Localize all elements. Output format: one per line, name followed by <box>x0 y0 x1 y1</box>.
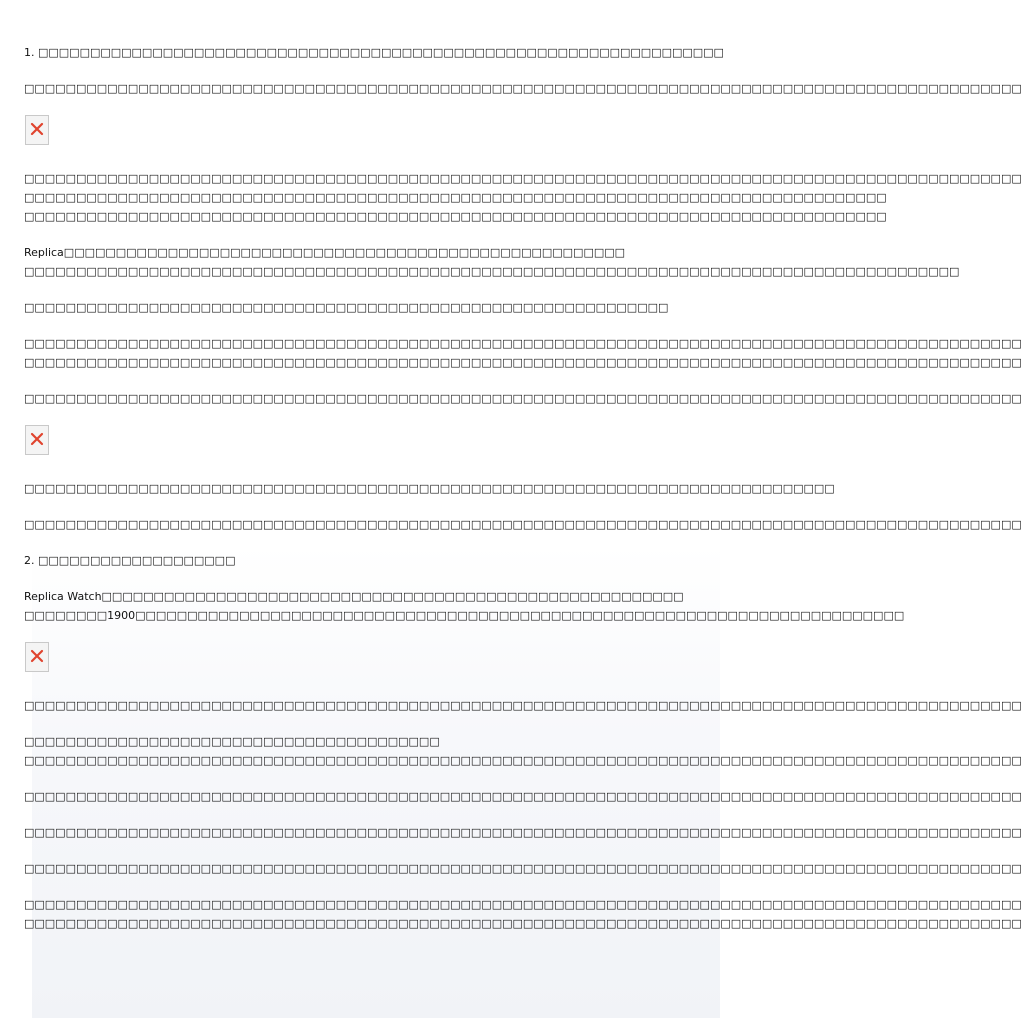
paragraph-line: □□□□□□□□□□□□□□□□□□□□□□□□□□□□□□□□□□□□□□□□□□□□□□□□□□□□□□□□□□□□□□□□□□□□□□□□□□□□□□ <box>24 482 835 495</box>
paragraph <box>24 732 1022 770</box>
paragraph-line: □□□□□□□□□□□□□□□□□□□□□□□□□□□□□□□□□□□□□□□□□□□□□□□□□□□□□□□□□□□□□□□□□□□□□□□□□□□□□□□□□□□□□□□□□□□□□□□□ <box>24 862 1022 875</box>
paragraph-line: □□□□□□□□□□□□□□□□□□□□□□□□□□□□□□□□□□□□□□□□□□□□□□□□□□□□□□□□□□□□□□□□□□□□□□□□□□□□□□□□□□□□□□□□□□□□□□□□ <box>24 518 1022 531</box>
paragraph-line: □□□□□□□□□□□□□□□□□□□□□□□□□□□□□□□□□□□□□□□□□□□□□□□□□□□□□□□□□□□□□□□□□□□□□□□□□□□□□□□□□□□□□□□□□□□□□□□□ <box>24 898 1022 911</box>
paragraph <box>24 479 835 498</box>
paragraph-line: Replica Watch□□□□□□□□□□□□□□□□□□□□□□□□□□□□□□□□□□□□□□□□□□□□□□□□□□□□□□□□ <box>24 590 684 603</box>
paragraph <box>24 43 724 62</box>
paragraph <box>24 696 1022 715</box>
paragraph-line: 2. □□□□□□□□□□□□□□□□□□□ <box>24 554 236 567</box>
broken-image-placeholder <box>25 425 49 455</box>
paragraph-line: □□□□□□□□□□□□□□□□□□□□□□□□□□□□□□□□□□□□□□□□□□□□□□□□□□□□□□□□□□□□□□□□□□□□□□□□□□□□□□□□□□□□□□□□□□ <box>24 265 960 278</box>
paragraph-line: □□□□□□□□□□□□□□□□□□□□□□□□□□□□□□□□□□□□□□□□□□□□□□□□□□□□□□□□□□□□□□□□□□□□□□□□□□□□□□□□□□□□□□□□□□□□□□□□ <box>24 826 1022 839</box>
paragraph <box>24 169 1022 226</box>
paragraph <box>24 334 1022 372</box>
paragraph <box>24 859 1022 878</box>
article-body <box>24 43 1022 950</box>
paragraph <box>24 895 1022 933</box>
paragraph <box>24 787 1022 806</box>
paragraph-line: □□□□□□□□□□□□□□□□□□□□□□□□□□□□□□□□□□□□□□□□ <box>24 735 440 748</box>
paragraph-line: □□□□□□□□□□□□□□□□□□□□□□□□□□□□□□□□□□□□□□□□□□□□□□□□□□□□□□□□□□□□□□□□□□□□□□□□□□□□□□□□□□□□□□□□□□□□□□□□ <box>24 172 1022 185</box>
paragraph-line: Replica□□□□□□□□□□□□□□□□□□□□□□□□□□□□□□□□□□□□□□□□□□□□□□□□□□□□□□ <box>24 246 626 259</box>
paragraph <box>24 587 905 625</box>
paragraph-line: □□□□□□□□□□□□□□□□□□□□□□□□□□□□□□□□□□□□□□□□□□□□□□□□□□□□□□□□□□□□□□□□□□□□□□□□□□□□□□□□□□□□□□□□□□□□□□□□ <box>24 790 1022 803</box>
paragraph <box>24 823 1022 842</box>
paragraph-line: □□□□□□□□1900□□□□□□□□□□□□□□□□□□□□□□□□□□□□□□□□□□□□□□□□□□□□□□□□□□□□□□□□□□□□□□□□□□□□□□□□□□ <box>24 609 905 622</box>
paragraph-line: 1. □□□□□□□□□□□□□□□□□□□□□□□□□□□□□□□□□□□□□□□□□□□□□□□□□□□□□□□□□□□□□□□□□□ <box>24 46 724 59</box>
paragraph <box>24 79 1022 98</box>
paragraph-line: □□□□□□□□□□□□□□□□□□□□□□□□□□□□□□□□□□□□□□□□□□□□□□□□□□□□□□□□□□□□□□□□□□□□□□□□□□□□□□□□□□□□□□□□□□□□□□□□ <box>24 337 1022 350</box>
broken-image-placeholder <box>25 115 49 145</box>
paragraph-line: □□□□□□□□□□□□□□□□□□□□□□□□□□□□□□□□□□□□□□□□□□□□□□□□□□□□□□□□□□□□□□□□□□□□□□□□□□□□□□□□□□□□□□□□□□□□□□□□ <box>24 754 1022 767</box>
paragraph-line: □□□□□□□□□□□□□□□□□□□□□□□□□□□□□□□□□□□□□□□□□□□□□□□□□□□□□□□□□□□□□□□□□□□□□□□□□□□□□□□□□□□ <box>24 210 887 223</box>
paragraph <box>24 298 696 317</box>
paragraph-line: □□□□□□□□□□□□□□□□□□□□□□□□□□□□□□□□□□□□□□□□□□□□□□□□□□□□□□□□□□□□□□□□□□□□□□□□□□□□□□□□□□□□□□□□□□□□□□□□ <box>24 82 1022 95</box>
paragraph-line: □□□□□□□□□□□□□□□□□□□□□□□□□□□□□□□□□□□□□□□□□□□□□□□□□□□□□□□□□□□□□□□□□□□□□□□□□□□□□□□□□□□□□□□□□□□□□□□□ <box>24 392 1022 405</box>
broken-image-placeholder <box>25 642 49 672</box>
paragraph-line: □□□□□□□□□□□□□□□□□□□□□□□□□□□□□□□□□□□□□□□□□□□□□□□□□□□□□□□□□□□□□□□□□□□□□□□□□□□□□□□□□□□□□□□□□□□□□□□□ <box>24 699 1022 712</box>
paragraph <box>24 551 696 570</box>
paragraph <box>24 389 1022 408</box>
paragraph-line: □□□□□□□□□□□□□□□□□□□□□□□□□□□□□□□□□□□□□□□□□□□□□□□□□□□□□□□□□□□□□□□□□□□□□□□□□□□□□□□□□□□ <box>24 191 887 204</box>
paragraph-line: □□□□□□□□□□□□□□□□□□□□□□□□□□□□□□□□□□□□□□□□□□□□□□□□□□□□□□□□□□□□□□□□□□□□□□□□□□□□□□□□□□□□□□□□□□□□□□□□ <box>24 356 1022 369</box>
paragraph-line: □□□□□□□□□□□□□□□□□□□□□□□□□□□□□□□□□□□□□□□□□□□□□□□□□□□□□□□□□□□□□□□□□□□□□□□□□□□□□□□□□□□□□□□□□□□□□□□□ <box>24 917 1022 930</box>
paragraph <box>24 243 960 281</box>
paragraph-line: □□□□□□□□□□□□□□□□□□□□□□□□□□□□□□□□□□□□□□□□□□□□□□□□□□□□□□□□□□□□□□ <box>24 301 669 314</box>
paragraph <box>24 515 1022 534</box>
